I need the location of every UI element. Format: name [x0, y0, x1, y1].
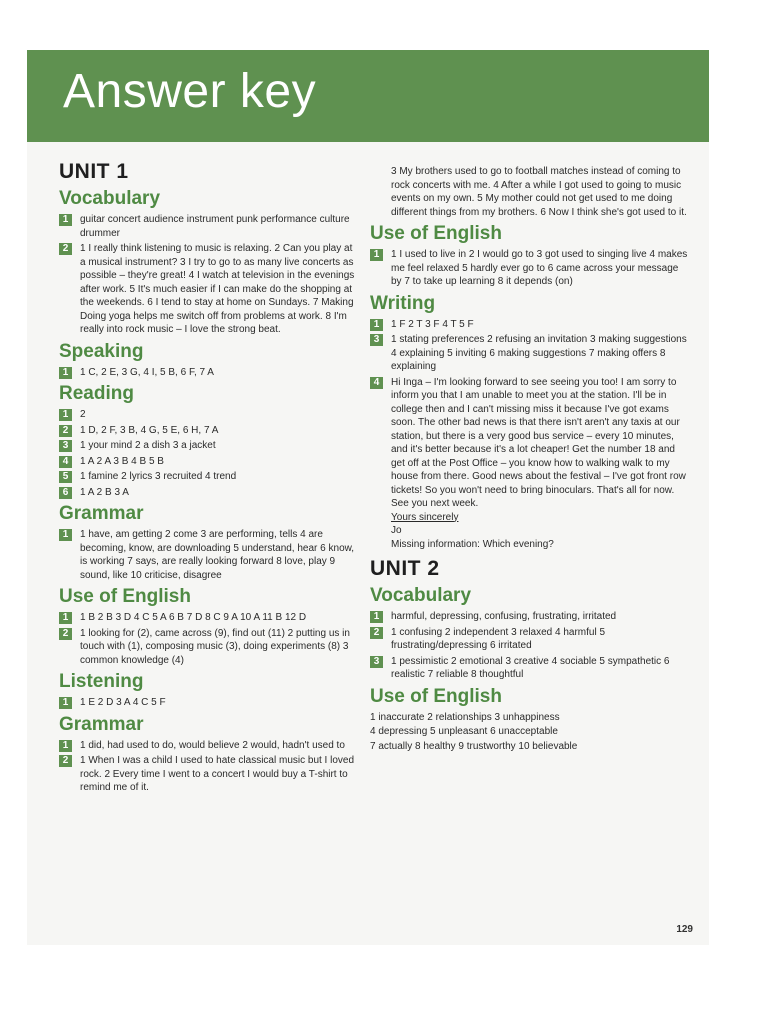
exercise-row	[59, 439, 359, 453]
letter-signature: Jo	[391, 525, 402, 536]
missing-information: Missing information: Which evening?	[391, 538, 554, 550]
exercise-number: 1	[370, 249, 383, 261]
exercise-row	[59, 242, 359, 337]
exercise-row	[370, 626, 690, 653]
exercise-row	[59, 739, 359, 753]
exercise-answer: 1 did, had used to do, would believe 2 would, hadn't used to	[80, 739, 345, 751]
exercise-row	[59, 611, 359, 625]
exercise-row	[370, 610, 690, 624]
exercise-row	[370, 318, 690, 332]
exercise-number: 1	[59, 214, 72, 226]
exercise-row	[370, 248, 690, 289]
exercise-answer: 1 A 2 B 3 A	[80, 486, 129, 498]
exercise-answer: 1 F 2 T 3 F 4 T 5 F	[391, 318, 474, 330]
exercise-answer: 1 A 2 A 3 B 4 B 5 B	[80, 455, 164, 467]
exercise-number: 1	[370, 319, 383, 331]
exercise-row	[59, 470, 359, 484]
exercise-row	[59, 366, 359, 380]
answer-line: 4 depressing 5 unpleasant 6 unacceptable	[370, 726, 558, 737]
exercise-row	[59, 213, 359, 240]
exercise-row	[59, 696, 359, 710]
exercise-answer: 1 looking for (2), came across (9), find out (11) 2 putting us in touch with (1), composing music (3), doing experiments (8) 3 common knowledge (4)	[80, 627, 350, 666]
unit-1-heading: UNIT 1	[59, 160, 129, 183]
exercise-answer: 1 pessimistic 2 emotional 3 creative 4 sociable 5 sympathetic 6 realistic 7 reliable 8 thoughtful	[391, 655, 670, 680]
exercise-answer: 1 have, am getting 2 come 3 are performing, tells 4 are becoming, know, are downloading 5 understand, hear 6 know, is working 7 says, are really looking forward 8 love, play 9 sound, like 10 criticise, disagree	[80, 529, 355, 581]
exercise-answer: 1 When I was a child I used to hate classical music but I loved rock. 2 Every time I went to a concert I would buy a T-shirt to remind me of it.	[80, 755, 355, 793]
exercise-number: 1	[370, 611, 383, 623]
letter-answer	[391, 376, 690, 552]
exercise-answer: 1 famine 2 lyrics 3 recruited 4 trend	[80, 471, 237, 482]
exercise-number: 1	[59, 529, 72, 541]
exercise-row	[370, 333, 690, 374]
exercise-number: 2	[59, 243, 72, 255]
exercise-answer: 1 your mind 2 a dish 3 a jacket	[80, 440, 216, 451]
exercise-number: 3	[370, 334, 383, 346]
unit-2-heading: UNIT 2	[370, 557, 440, 580]
exercise-row	[59, 754, 359, 795]
continued-answer: 3 My brothers used to go to football matches instead of coming to rock concerts with me. 4 After a while I got used to going to music events on my own. 5 My mother could not get used to me doing different things from my brothers. 6 Now I think she's got used to it.	[391, 166, 687, 218]
exercise-number: 2	[59, 425, 72, 437]
use-of-english-heading: Use of English	[370, 685, 502, 707]
exercise-row	[59, 528, 359, 582]
exercise-row	[59, 408, 359, 422]
exercise-row	[59, 627, 359, 668]
exercise-answer: 2	[80, 409, 86, 420]
exercise-answer: 1 stating preferences 2 refusing an invitation 3 making suggestions 4 explaining 5 inviting 6 making suggestions 7 making offers 8 explaining	[391, 334, 687, 372]
exercise-row	[59, 455, 359, 469]
use-of-english-heading: Use of English	[59, 586, 191, 607]
grammar-heading: Grammar	[59, 503, 144, 524]
vocabulary-heading: Vocabulary	[370, 585, 472, 606]
left-column	[59, 160, 359, 797]
exercise-answer: guitar concert audience instrument punk performance culture drummer	[80, 214, 350, 239]
speaking-heading: Speaking	[59, 340, 144, 362]
exercise-number: 4	[59, 456, 72, 468]
right-column	[370, 165, 690, 754]
exercise-row	[370, 655, 690, 682]
exercise-answer: 1 C, 2 E, 3 G, 4 I, 5 B, 6 F, 7 A	[80, 366, 214, 378]
exercise-number: 4	[370, 377, 383, 389]
grammar-heading: Grammar	[59, 713, 144, 735]
use-of-english-heading: Use of English	[370, 223, 502, 244]
exercise-answer: 1 D, 2 F, 3 B, 4 G, 5 E, 6 H, 7 A	[80, 424, 219, 436]
exercise-number: 2	[59, 755, 72, 767]
letter-body: Hi Inga – I'm looking forward to see seeing you too! I am sorry to inform you that I am unable to meet you at the station. I'll be in college then and I can't missing miss it because I've got exams soon. The other bad news is that there isn't aren't any taxis at our station, but there is a very good bus service – every 10 minutes, and it's better because it's a lot cheaper! Get the number 18 and get off at the Post Office – you know how to walking walk to my house from there. Good news about the festival – I've got front row tickets! So you won't need to bring binoculars. That's all for now. See you next week.	[391, 376, 686, 509]
exercise-answer: 1 I used to live in 2 I would go to 3 got used to singing live 4 makes me feel relaxed 5 hardly ever go to 6 came across your message by 7 to take up learning 8 it depends (on)	[391, 249, 688, 287]
reading-heading: Reading	[59, 383, 134, 404]
exercise-number: 6	[59, 487, 72, 499]
listening-heading: Listening	[59, 671, 144, 692]
answer-key-page	[27, 50, 709, 945]
exercise-answer: 1 B 2 B 3 D 4 C 5 A 6 B 7 D 8 C 9 A 10 A 11 B 12 D	[80, 612, 307, 623]
title-banner	[27, 50, 709, 142]
exercise-number: 1	[59, 409, 72, 421]
exercise-number: 1	[59, 612, 72, 624]
vocabulary-heading: Vocabulary	[59, 188, 161, 209]
letter-closing: Yours sincerely	[391, 511, 459, 523]
answer-line: 7 actually 8 healthy 9 trustworthy 10 believable	[370, 740, 578, 752]
exercise-row	[59, 486, 359, 500]
exercise-answer: 1 E 2 D 3 A 4 C 5 F	[80, 697, 166, 708]
answer-line: 1 inaccurate 2 relationships 3 unhappiness	[370, 711, 560, 723]
exercise-row	[59, 424, 359, 438]
page-number: 129	[676, 924, 693, 935]
exercise-number: 3	[370, 656, 383, 668]
exercise-answer: 1 I really think listening to music is relaxing. 2 Can you play at a musical instrument? 3 I try to go to as many live concerts as possible – they're great! 4 I watch at television in the evenings after work. 5 It's much easier if I can make do the shopping at the weekends. 6 I tend to stay at home on Sundays. 7 Making Doing yoga helps me switch off from problems at work. 8 I'm really into rock music – I love the strong beat.	[80, 243, 355, 335]
exercise-number: 2	[59, 628, 72, 640]
exercise-number: 1	[59, 740, 72, 752]
exercise-number: 5	[59, 471, 72, 483]
exercise-number: 1	[59, 367, 72, 379]
writing-heading: Writing	[370, 292, 436, 314]
exercise-number: 1	[59, 697, 72, 709]
exercise-number: 3	[59, 440, 72, 452]
page-title: Answer key	[63, 65, 317, 118]
exercise-answer: harmful, depressing, confusing, frustrating, irritated	[391, 611, 617, 622]
exercise-number: 2	[370, 627, 383, 639]
exercise-row	[370, 376, 690, 552]
exercise-answer: 1 confusing 2 independent 3 relaxed 4 harmful 5 frustrating/depressing 6 irritated	[391, 626, 606, 651]
